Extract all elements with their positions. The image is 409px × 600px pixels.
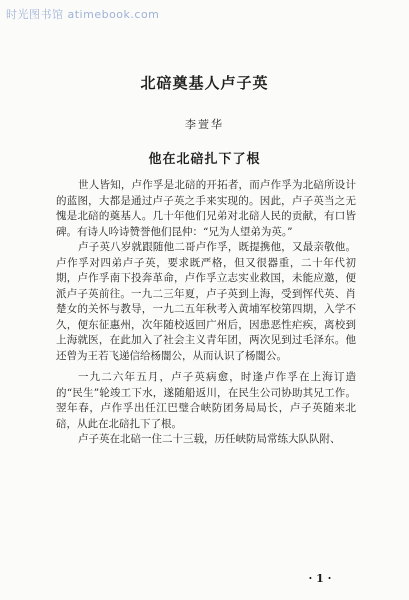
paragraph: 世人皆知，卢作孚是北碚的开拓者，而卢作孚为北碚所设计的蓝图，大都是通过卢子英之手来实现的。因此，卢子英当之无愧是北碚的奠基人。几十年他们兄弟对北碚人民的贡献，有口皆碑。有诗人吟诗赞誉他们昆仲：“兄为人望弟为英。” xyxy=(56,179,356,238)
article-body xyxy=(56,178,356,448)
paragraph: 一九二六年五月，卢子英病愈，时逢卢作孚在上海订造的“民生”轮竣工下水，遂随船返川，在民生公司协助其兄工作。翌年春，卢作孚出任江巴璧合峡防团务局局长，卢子英随来北碚，从此在北碚扎下了根。 xyxy=(56,371,356,430)
section-heading: 他在北碚扎下了根 xyxy=(148,152,261,167)
article-title: 北碚奠基人卢子英 xyxy=(140,74,269,92)
watermark: 时光图书馆 atimebook.com xyxy=(6,8,160,21)
paragraph: 卢子英八岁就跟随他二哥卢作孚，既提携他，又最亲敬他。卢作孚对四弟卢子英，要求既严格，但又很器重，二十年代初期，卢作孚南下投奔革命，卢作孚立志实业救国，未能应邀，便派卢子英前往。一九二三年夏，卢子英到上海，受到恽代英、肖楚女的关怀与教导，一九二五年秋考入黄埔军校第四期，入学不久，便东征惠州，次年随校返回广州后，因患恶性疟疾，离校到上海就医，在此加入了社会主义青年团，两次见到过毛泽东。他还曾为王若飞递信给杨闇公，从而认识了杨闇公。 xyxy=(56,241,356,362)
paragraph: 卢子英在北碚一住二十三载，历任峡防局常练大队队附、 xyxy=(78,433,341,445)
author-name: 李萱华 xyxy=(185,118,224,131)
page-number: · 1 · xyxy=(308,572,332,585)
